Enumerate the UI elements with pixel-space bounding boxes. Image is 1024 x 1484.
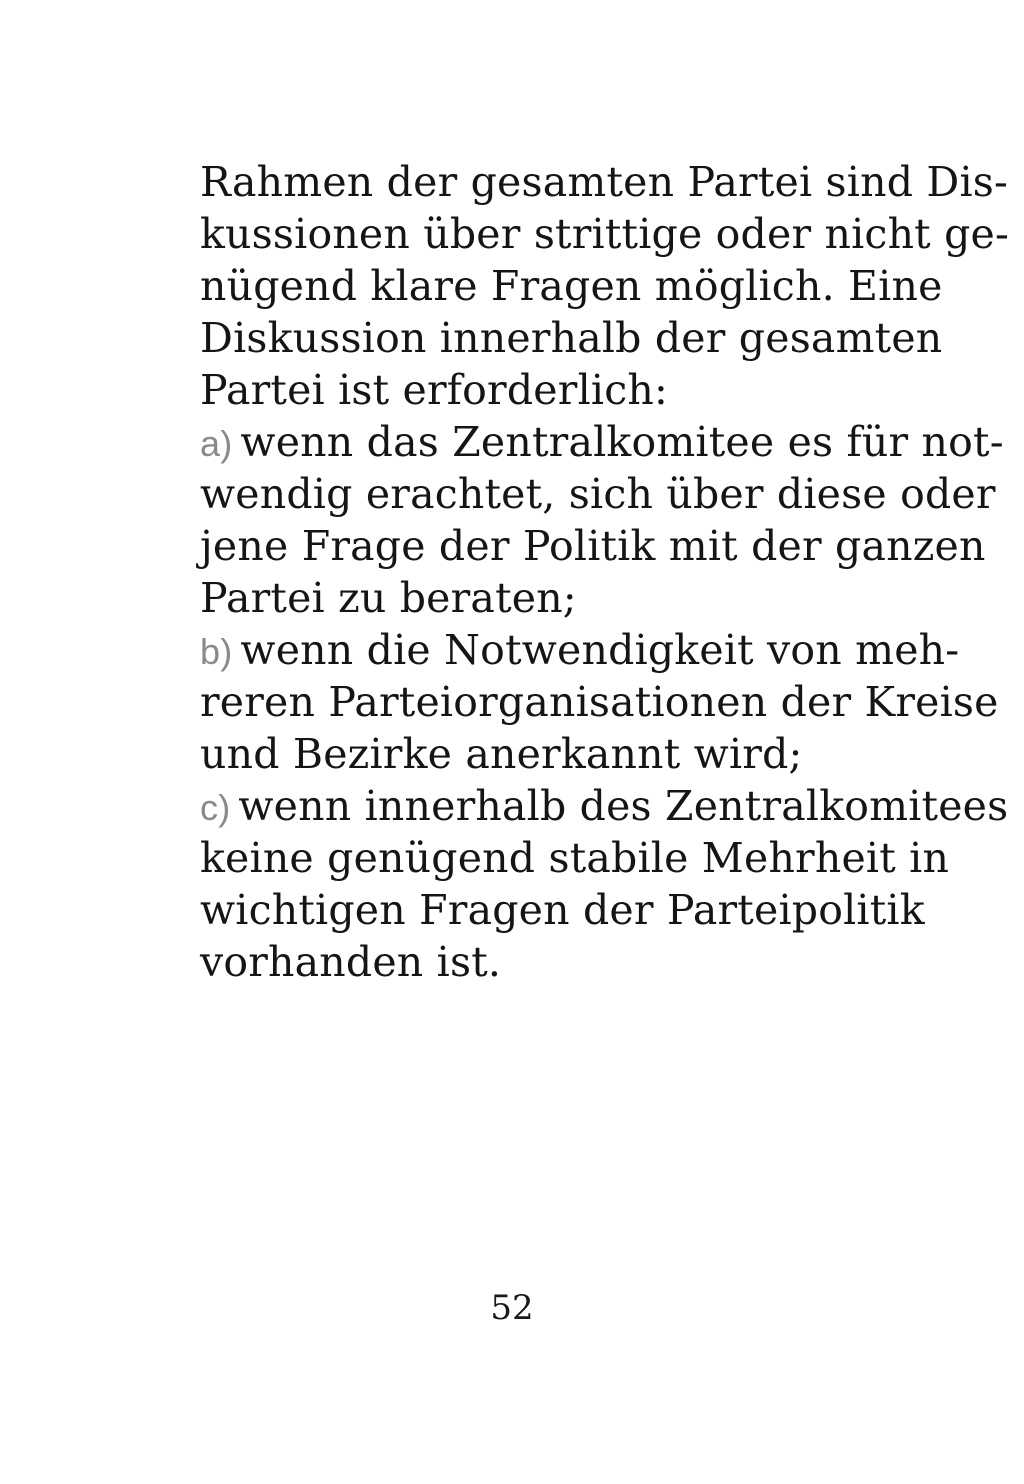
text-word: Fragen <box>490 262 642 310</box>
text-word: keine <box>200 834 314 882</box>
text-word: gesamten <box>470 158 675 206</box>
text-line-14-content <box>200 834 949 882</box>
text-word: des <box>579 782 652 830</box>
text-word: die <box>366 626 431 674</box>
text-word: das <box>366 418 439 466</box>
text-word: für <box>846 418 909 466</box>
text-word: genügend <box>327 834 536 882</box>
text-word: sind <box>825 158 914 206</box>
text-line-12-content: und Bezirke anerkannt wird; <box>200 730 803 778</box>
text-word: der <box>438 522 510 570</box>
text-word: erachtet, <box>365 470 556 518</box>
text-word: mit <box>668 522 738 570</box>
text-line-15 <box>200 886 925 934</box>
text-line-13-content <box>238 782 1008 830</box>
text-word: nicht <box>824 210 931 258</box>
text-word: Rahmen <box>200 158 374 206</box>
text-word: reren <box>200 678 316 726</box>
text-line-15-content <box>200 886 925 934</box>
text-word: klare <box>370 262 478 310</box>
text-word: ge- <box>944 210 1010 258</box>
text-word: nügend <box>200 262 358 310</box>
text-word: wendig <box>200 470 353 518</box>
text-word: Parteipolitik <box>666 886 925 934</box>
text-line-14 <box>200 834 950 882</box>
text-word: innerhalb <box>364 782 567 830</box>
text-word: Mehrheit <box>701 834 896 882</box>
text-word: Eine <box>848 262 943 310</box>
text-word: wenn <box>238 782 352 830</box>
text-line-16-content: vorhanden ist. <box>200 938 502 986</box>
text-line-10 <box>200 626 960 676</box>
text-line-3-content <box>200 262 943 310</box>
text-word: wenn <box>240 418 354 466</box>
text-word: in <box>909 834 950 882</box>
page-number: 52 <box>490 1288 534 1328</box>
text-word: von <box>767 626 842 674</box>
text-line-13 <box>200 782 1009 832</box>
text-word: ganzen <box>835 522 986 570</box>
text-word: Parteiorganisationen <box>328 678 768 726</box>
text-line-1-content <box>200 158 1008 206</box>
text-word: über <box>423 210 521 258</box>
text-line-4 <box>200 314 943 362</box>
text-line-9-content: Partei zu beraten; <box>200 574 577 622</box>
text-line-9 <box>200 574 910 622</box>
text-word: Diskussion <box>200 314 427 362</box>
text-word: Notwendigkeit <box>444 626 754 674</box>
text-word: oder <box>900 470 996 518</box>
text-word: gesamten <box>738 314 943 362</box>
text-word: jene <box>200 522 289 570</box>
text-line-4-content <box>200 314 942 362</box>
text-word: wenn <box>240 626 354 674</box>
text-word: Kreise <box>864 678 999 726</box>
text-word: diese <box>776 470 887 518</box>
text-word: not- <box>921 418 1004 466</box>
text-word: wichtigen <box>200 886 406 934</box>
text-word: oder <box>715 210 812 258</box>
text-line-8-content <box>200 522 986 570</box>
list-marker-a: a) <box>200 423 233 464</box>
text-line-16 <box>200 938 910 986</box>
text-word: strittige <box>533 210 703 258</box>
text-line-11 <box>200 678 999 726</box>
text-line-12 <box>200 730 910 778</box>
text-line-5-content: Partei ist erforderlich: <box>200 366 668 414</box>
text-word: kussionen <box>200 210 411 258</box>
text-line-5 <box>200 366 910 414</box>
text-word: meh- <box>855 626 960 674</box>
text-line-6 <box>200 418 1004 468</box>
list-marker-b: b) <box>200 631 233 672</box>
text-word: Dis- <box>926 158 1009 206</box>
text-word: möglich. <box>654 262 835 310</box>
text-word: sich <box>568 470 654 518</box>
text-word: es <box>787 418 834 466</box>
text-word: der <box>386 158 458 206</box>
text-word: über <box>666 470 764 518</box>
text-word: Zentralkomitees <box>665 782 1009 830</box>
text-word: Zentralkomitee <box>452 418 775 466</box>
text-line-11-content <box>200 678 999 726</box>
text-word: der <box>780 678 852 726</box>
text-word: Fragen <box>419 886 570 934</box>
text-line-3 <box>200 262 943 310</box>
text-line-1 <box>200 158 1009 206</box>
text-word: stabile <box>548 834 689 882</box>
text-word: Frage <box>301 522 426 570</box>
text-line-7 <box>200 470 996 518</box>
text-line-8 <box>200 522 986 570</box>
list-marker-c: c) <box>200 787 231 828</box>
text-word: Politik <box>522 522 656 570</box>
text-line-2-content <box>200 210 1009 258</box>
text-line-7-content <box>200 470 996 518</box>
text-word: der <box>582 886 654 934</box>
text-word: der <box>654 314 726 362</box>
text-line-2 <box>200 210 1010 258</box>
text-word: der <box>751 522 822 570</box>
text-line-10-content <box>240 626 959 674</box>
text-word: innerhalb <box>439 314 642 362</box>
text-line-6-content <box>240 418 1003 466</box>
text-word: Partei <box>687 158 813 206</box>
